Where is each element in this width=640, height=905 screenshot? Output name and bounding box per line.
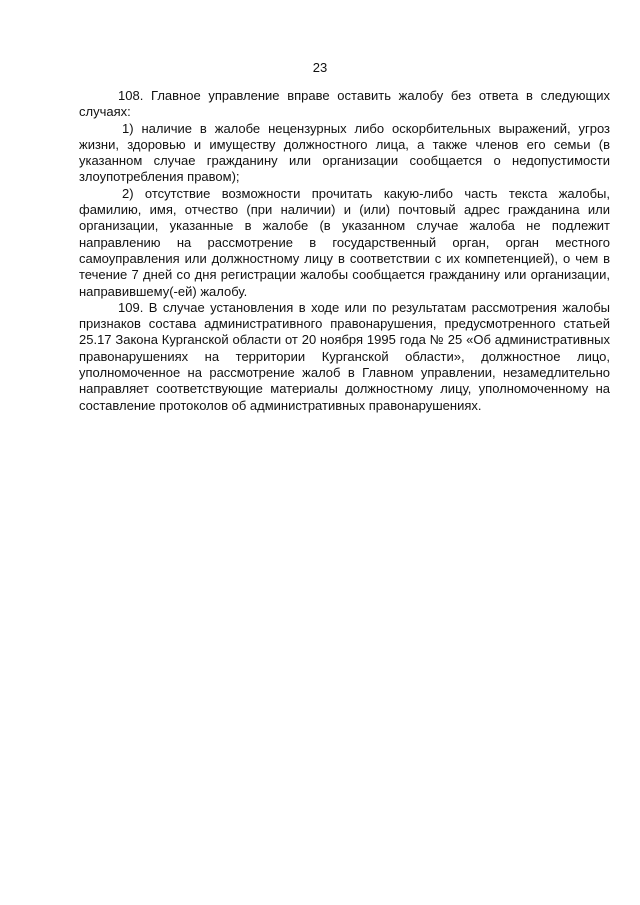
paragraph-108-item-2: 2) отсутствие возможности прочитать какую-либо часть текста жалобы, фамилию, имя, отчество (при наличии) и (или) почтовый адрес гражданина или организации, указанные в жалобе (в указанном случае жалоба не подлежит направлению на рассмотрение в государственный орган, орган местного самоуправления или должностному лицу в соответствии с их компетенцией), о чем в течение 7 дней со дня регистрации жалобы сообщается гражданину или организации, направившему(-ей) жалобу.: [79, 185, 610, 299]
paragraph-108-item-1: 1) наличие в жалобе нецензурных либо оскорбительных выражений, угроз жизни, здоровью и имуществу должностного лица, а также членов его семьи (в указанном случае гражданину или организации сообщается о недопустимости злоупотребления правом);: [79, 120, 610, 185]
page-number: 23: [312, 60, 328, 75]
paragraph-108: 108. Главное управление вправе оставить жалобу без ответа в следующих случаях:: [79, 88, 610, 120]
document-body: [79, 88, 610, 414]
paragraph-109: 109. В случае установления в ходе или по результатам рассмотрения жалобы признаков состава административного правонарушения, предусмотренного статьей 25.17 Закона Курганской области от 20 ноября 1995 года № 25 «Об административных правонарушениях на территории Курганской области», должностное лицо, уполномоченное на рассмотрение жалоб в Главном управлении, незамедлительно направляет соответствующие материалы должностному лицу, уполномоченному на составление протоколов об административных правонарушениях.: [79, 299, 610, 413]
